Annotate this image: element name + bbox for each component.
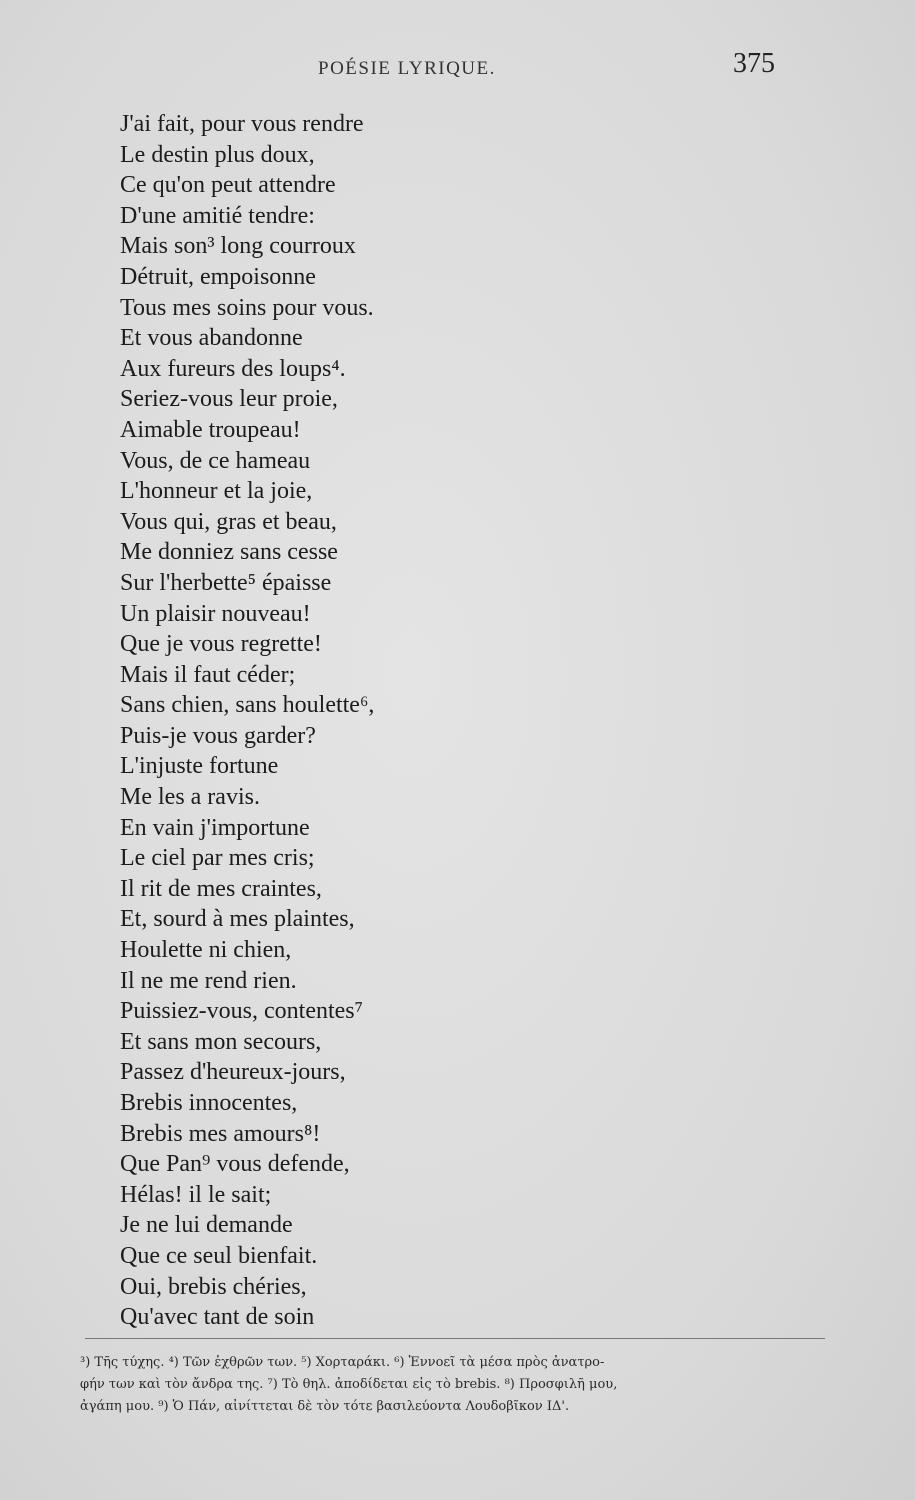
running-head: POÉSIE LYRIQUE. (318, 58, 496, 79)
poem-line: Houlette ni chien, (120, 937, 292, 964)
poem-line: Et, sourd à mes plaintes, (120, 906, 355, 933)
poem-line: Oui, brebis chéries, (120, 1273, 307, 1300)
poem-line: Détruit, empoisonne (120, 263, 316, 290)
poem-line: En vain j'importune (120, 814, 310, 841)
poem-line: Me donniez sans cesse (120, 539, 338, 566)
poem-line: Vous qui, gras et beau, (120, 508, 337, 535)
poem-line: Le ciel par mes cris; (120, 845, 315, 872)
poem-line: Il rit de mes craintes, (120, 875, 322, 902)
poem-line: Puissiez-vous, contentes⁷ (120, 998, 363, 1025)
poem-line: Je ne lui demande (120, 1212, 293, 1239)
poem-line: Aimable troupeau! (120, 416, 301, 443)
poem-line: Et vous abandonne (120, 325, 303, 352)
poem-line: J'ai fait, pour vous rendre (120, 111, 364, 137)
footnote-line: φήν των καὶ τὸν ἄνδρα της. ⁷) Τὸ θηλ. ἀποδίδεται εἰς τὸ brebis. ⁸) Προσφιλῆ μου, (80, 1377, 618, 1392)
poem-line: Passez d'heureux-jours, (120, 1059, 346, 1086)
poem-line: Hélas! il le sait; (120, 1181, 272, 1208)
poem-line: Que Pan⁹ vous defende, (120, 1151, 350, 1178)
poem-line: L'injuste fortune (120, 753, 279, 780)
poem-line: Brebis innocentes, (120, 1090, 298, 1116)
poem-line: Le destin plus doux, (120, 141, 315, 168)
poem-line: L'honneur et la joie, (120, 478, 313, 505)
poem-line: Un plaisir nouveau! (120, 600, 311, 627)
poem-line: Sur l'herbette⁵ épaisse (120, 569, 332, 596)
footnote-divider (85, 1338, 825, 1339)
poem-line: Et sans mon secours, (120, 1028, 322, 1055)
poem-line: Il ne me rend rien. (120, 967, 297, 994)
footnote-line: ³) Τῆς τύχης. ⁴) Τῶν ἐχθρῶν των. ⁵) Χορταράκι. ⁶) Ἐννοεῖ τὰ μέσα πρὸς ἀνατρο- (80, 1355, 605, 1370)
poem-line: Mais il faut céder; (120, 661, 296, 688)
poem-line: Vous, de ce hameau (120, 447, 311, 474)
poem-line: Puis-je vous garder? (120, 722, 316, 749)
poem-line: Brebis mes amours⁸! (120, 1120, 321, 1147)
poem-line: Sans chien, sans houlette⁶, (120, 692, 375, 719)
poem-line: Aux fureurs des loups⁴. (120, 355, 346, 382)
poem-line: Qu'avec tant de soin (120, 1304, 315, 1331)
poem-line: Mais son³ long courroux (120, 233, 356, 260)
poem-line: Que ce seul bienfait. (120, 1242, 318, 1269)
page-number: 375 (733, 48, 775, 79)
poem-line: D'une amitié tendre: (120, 202, 315, 229)
poem-line: Tous mes soins pour vous. (120, 294, 374, 321)
poem (120, 109, 450, 1333)
footnote-line: ἀγάπη μου. ⁹) Ὁ Πάν, αἰνίττεται δὲ τὸν τότε βασιλεύοντα Λουδοβῖκον ΙΔ'. (80, 1399, 570, 1414)
poem-line: Que je vous regrette! (120, 631, 322, 658)
poem-line: Ce qu'on peut attendre (120, 172, 336, 199)
poem-line: Seriez-vous leur proie, (120, 386, 338, 413)
poem-line: Me les a ravis. (120, 784, 260, 811)
footnotes (80, 1352, 820, 1418)
